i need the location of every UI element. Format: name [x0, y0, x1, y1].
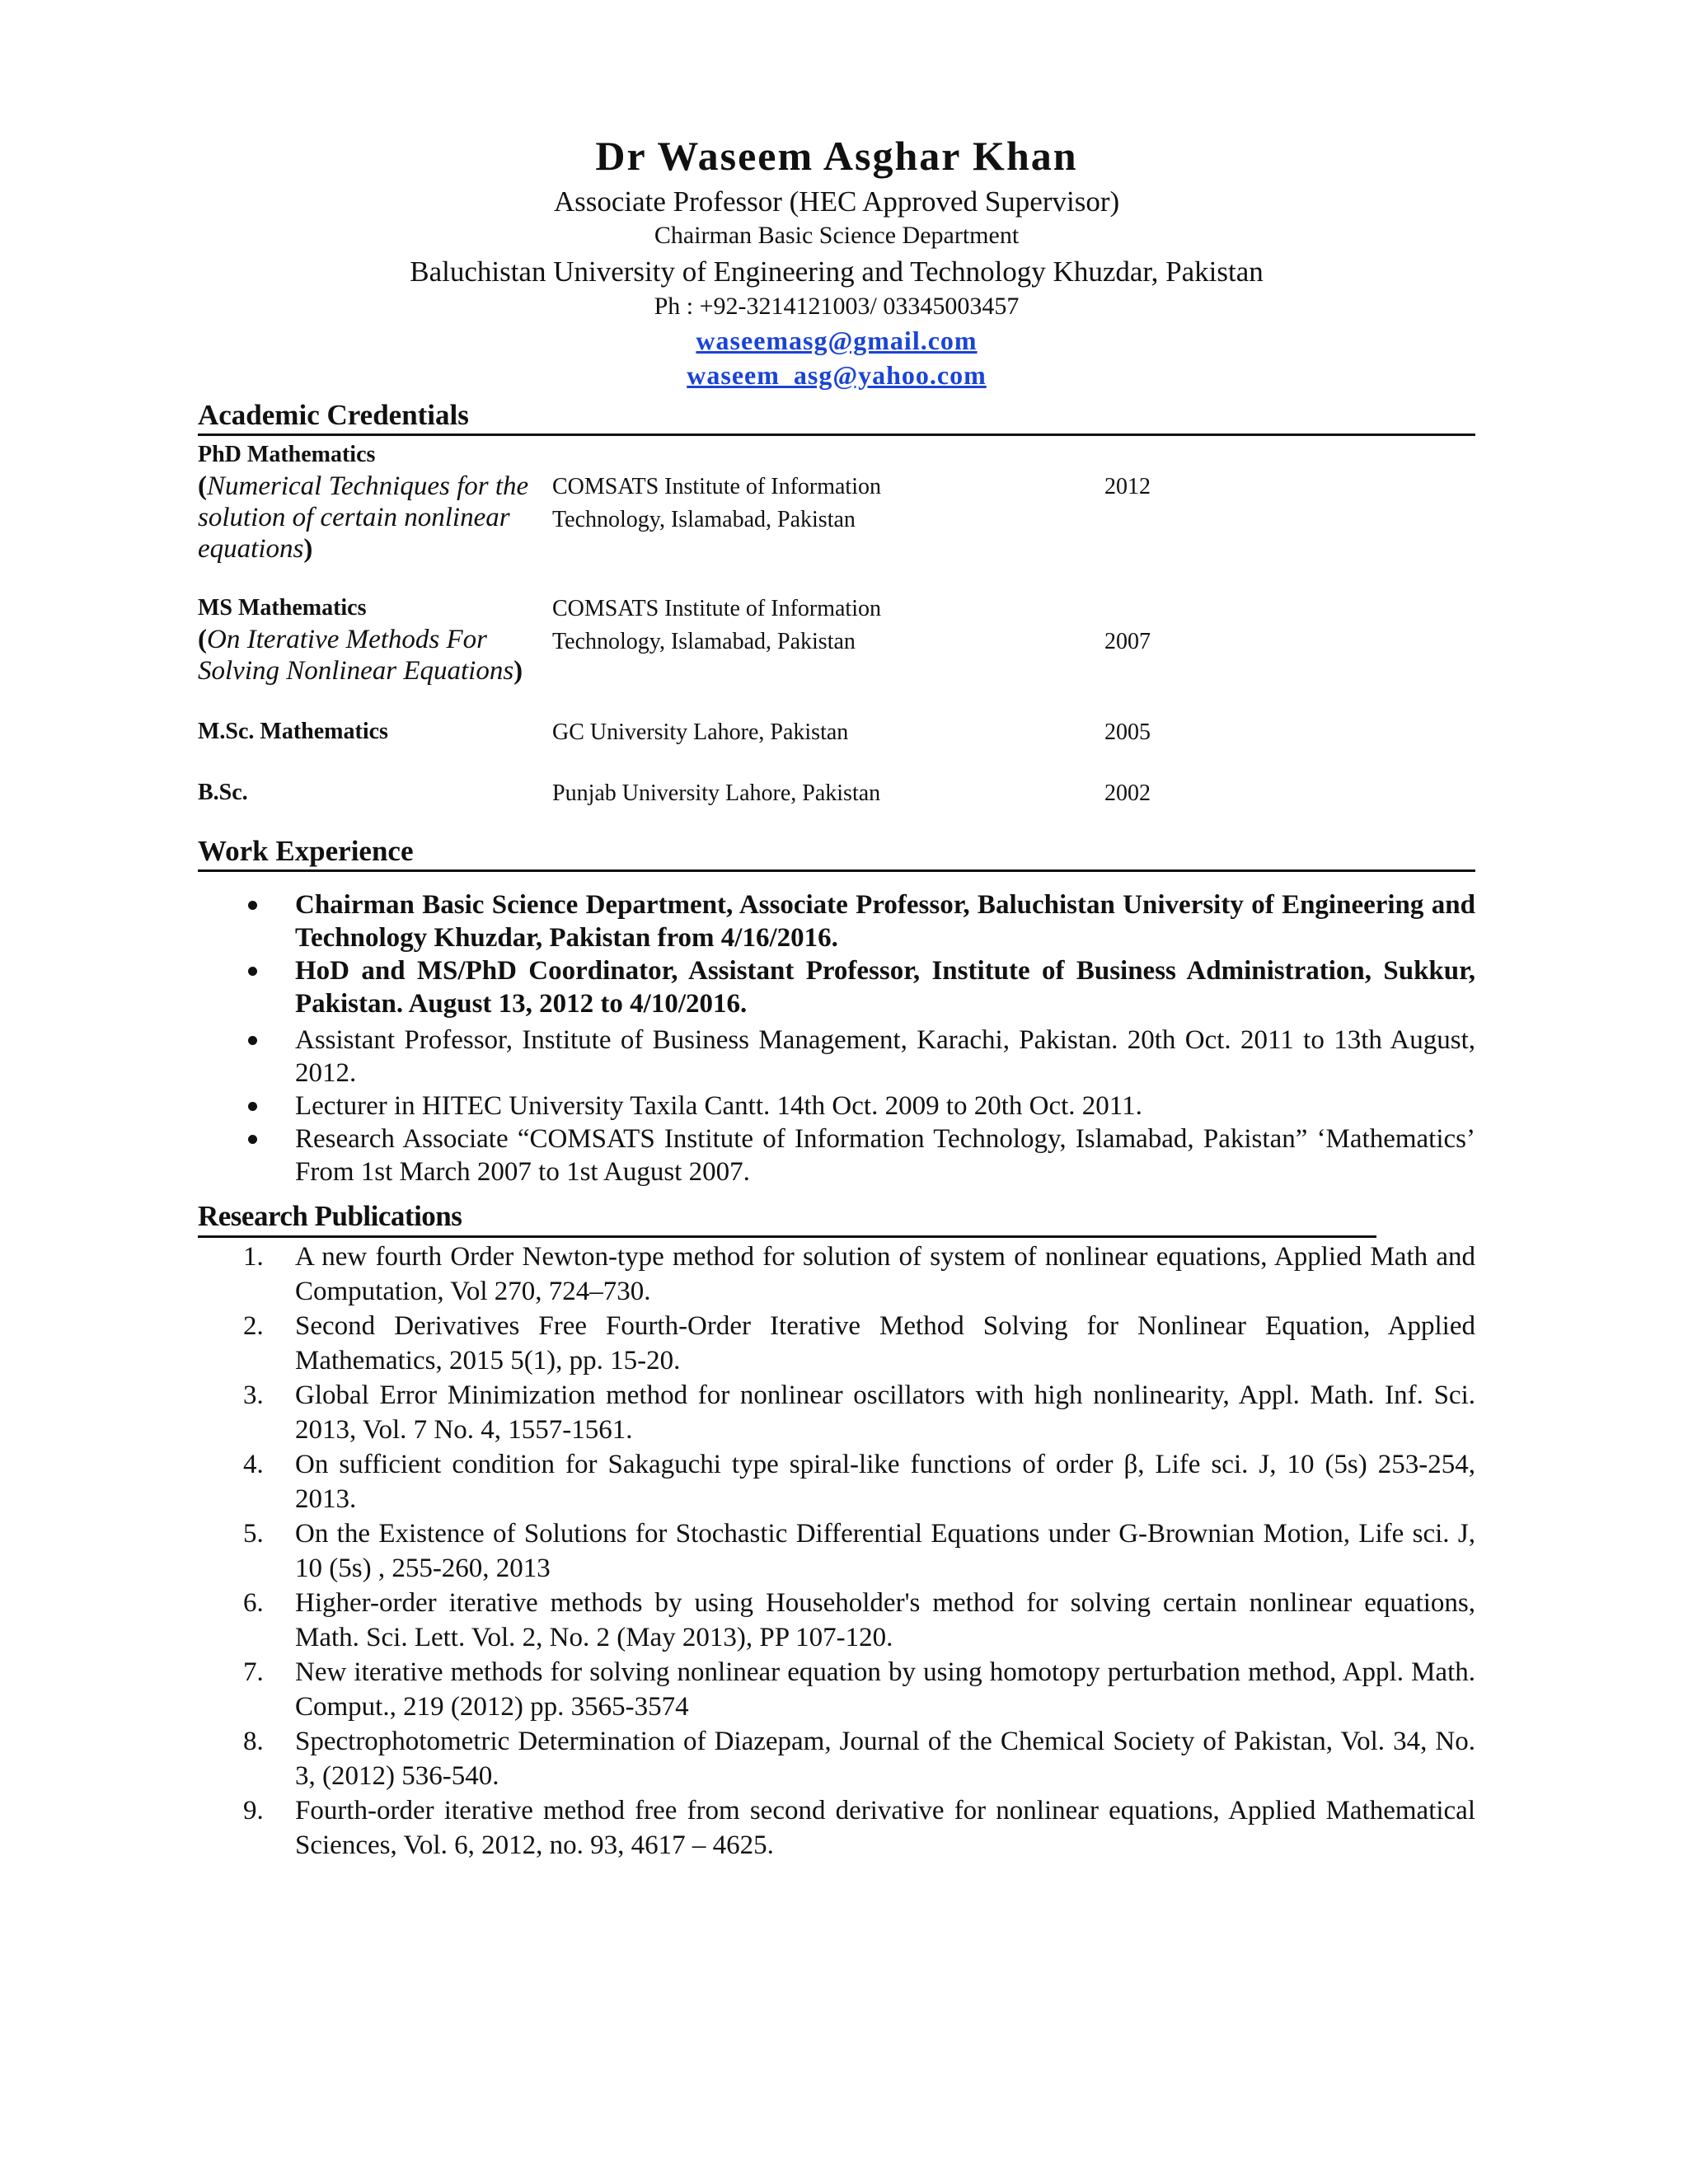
section-title-academic: Academic Credentials [198, 399, 1475, 436]
list-item: Research Associate “COMSATS Institute of Information Technology, Islamabad, Pakistan” ‘Mathematics’ From 1st March 2007 to 1st August 2007. [198, 1122, 1475, 1188]
list-item: 2. Second Derivatives Free Fourth-Order Iterative Method Solving for Nonlinear Equation, Applied Mathematics, 2015 5(1), pp. 15-20. [243, 1311, 1475, 1376]
credentials-table [198, 439, 1475, 810]
institution: Punjab University Lahore, Pakistan [552, 780, 881, 806]
institution-line: COMSATS Institute of Information [552, 596, 881, 621]
list-item: 7. New iterative methods for solving nonlinear equation by using homotopy perturbation method, Appl. Math. Comput., 219 (2012) pp. 3565-3574 [243, 1657, 1475, 1722]
email-link-gmail[interactable]: waseemasg@gmail.com [696, 326, 978, 355]
job-title: Associate Professor (HEC Approved Supervisor) [553, 185, 1120, 218]
credential-row-phd [198, 439, 1475, 565]
section-title-publications: Research Publications [198, 1200, 1475, 1235]
list-item: HoD and MS/PhD Coordinator, Assistant Professor, Institute of Business Administration, Sukkur, Pakistan. August 13, 2012 to 4/10/2016. [198, 954, 1475, 1020]
list-item: 5. On the Existence of Solutions for Stochastic Differential Equations under G-Brownian Motion, Life sci. J, 10 (5s) , 255-260, 2013 [243, 1519, 1475, 1583]
list-item: 6. Higher-order iterative methods by using Householder's method for solving certain nonlinear equations, Math. Sci. Lett. Vol. 2, No. 2 (May 2013), PP 107-120. [243, 1588, 1475, 1652]
list-item: Assistant Professor, Institute of Business Management, Karachi, Pakistan. 20th Oct. 2011 to 13th August, 2012. [198, 1024, 1475, 1090]
list-item: 9. Fourth-order iterative method free from second derivative for nonlinear equations, Applied Mathematical Sciences, Vol. 6, 2012, no. 93, 4617 – 4625. [243, 1796, 1475, 1860]
list-item: Chairman Basic Science Department, Associate Professor, Baluchistan University of Engineering and Technology Khuzdar, Pakistan from 4/16/2016. [198, 888, 1475, 954]
degree-name: PhD Mathematics [198, 442, 376, 467]
institution-line: Technology, Islamabad, Pakistan [552, 507, 856, 532]
credential-row-bsc [198, 777, 1475, 810]
cv-header [198, 132, 1475, 392]
list-item: 8. Spectrophotometric Determination of Diazepam, Journal of the Chemical Society of Pakistan, Vol. 34, No. 3, (2012) 536-540. [243, 1727, 1475, 1791]
cv-page [198, 132, 1475, 1863]
department: Chairman Basic Science Department [654, 222, 1020, 249]
credential-row-msc [198, 716, 1475, 749]
thesis-title: (On Iterative Methods For Solving Nonlinear Equations) [198, 625, 523, 686]
degree-name: MS Mathematics [198, 595, 367, 621]
university: Baluchistan University of Engineering and Technology Khuzdar, Pakistan [410, 255, 1264, 288]
publications-list [198, 1240, 1475, 1863]
institution-line: Technology, Islamabad, Pakistan [552, 629, 856, 654]
thesis-title: (Numerical Techniques for the solution of certain nonlinear equations) [198, 471, 529, 564]
section-title-work: Work Experience [198, 835, 1475, 872]
person-name: Dr Waseem Asghar Khan [595, 133, 1078, 179]
list-item: Lecturer in HITEC University Taxila Cantt. 14th Oct. 2009 to 20th Oct. 2011. [198, 1090, 1475, 1122]
year: 2012 [1104, 474, 1151, 499]
phone: Ph : +92-3214121003/ 03345003457 [654, 293, 1020, 320]
year: 2002 [1104, 780, 1151, 806]
list-item: 1. A new fourth Order Newton-type method for solution of system of nonlinear equations, Applied Math and Computation, Vol 270, 724–730. [243, 1242, 1475, 1306]
institution: GC University Lahore, Pakistan [552, 719, 849, 745]
degree-name: M.Sc. Mathematics [198, 719, 388, 744]
credential-row-ms [198, 593, 1475, 687]
list-item: 3. Global Error Minimization method for nonlinear oscillators with high nonlinearity, Appl. Math. Inf. Sci. 2013, Vol. 7 No. 4, 1557-1561. [243, 1380, 1475, 1445]
list-item: 4. On sufficient condition for Sakaguchi type spiral-like functions of order β, Life sci. J, 10 (5s) 253-254, 2013. [243, 1450, 1475, 1514]
year: 2007 [1104, 629, 1151, 654]
work-list [198, 888, 1475, 1188]
year: 2005 [1104, 719, 1151, 745]
degree-name: B.Sc. [198, 780, 248, 805]
email-link-yahoo[interactable]: waseem_asg@yahoo.com [687, 360, 987, 390]
institution-line: COMSATS Institute of Information [552, 474, 881, 499]
